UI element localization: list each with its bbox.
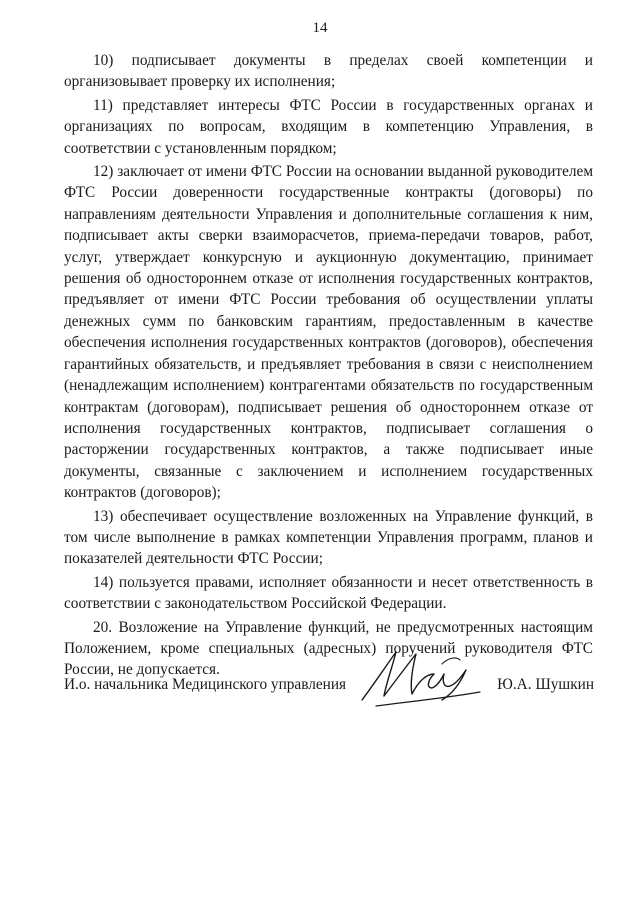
paragraph-item-10: 10) подписывает документы в пределах своей компетенции и организовывает проверку их исполнения; xyxy=(64,52,593,91)
paragraph-item-13: 13) обеспечивает осуществление возложенных на Управление функций, в том числе выполнение в рамках компетенции Управления программ, планов и показателей деятельности ФТС России; xyxy=(64,507,593,568)
handwritten-signature xyxy=(356,644,486,710)
paragraph-item-14: 14) пользуется правами, исполняет обязанности и несет ответственность в соответствии с законодательством Российской Федерации. xyxy=(64,573,593,613)
paragraph-section-20: 20. Возложение на Управление функций, не предусмотренных настоящим Положением, кроме специальных (адресных) поручений руководителя ФТС России, не допускается. xyxy=(64,618,593,679)
signatory-title: И.о. начальника Медицинского управления xyxy=(64,676,347,693)
page-number: 14 xyxy=(312,20,328,36)
signatory-name: Ю.А. Шушкин xyxy=(497,676,594,693)
document-body xyxy=(64,50,593,683)
paragraph-item-12: 12) заключает от имени ФТС России на основании выданной руководителем ФТС России доверенности государственные контракты (договоры) по направлениям деятельности Управления и дополнительные соглашения к ним, подписывает акты сверки взаиморасчетов, приема-передачи товаров, работ, услуг, утверждает конкурсную и аукционную документацию, принимает решения об одностороннем отказе от исполнения государственных контрактов, предъявляет от имени ФТС России требования об осуществлении уплаты денежных сумм по банковским гарантиям, предоставленным в качестве обеспечения исполнения государственных контрактов (договоров), обеспечения гарантийных обязательств, и предъявляет требования в связи с неисполнением (ненадлежащим исполнением) контрагентами обязательств по государственным контрактам (договорам), подписывает решения об одностороннем отказе от исполнения государственных контрактов, подписывает соглашения о расторжении государственных контрактов, а также подписывает иные документы, связанные с заключением и исполнением государственных контрактов (договоров); xyxy=(64,163,593,502)
paragraph-item-11: 11) представляет интересы ФТС России в государственных органах и организациях по вопросам, входящим в компетенцию Управления, в соответствии с установленным порядком; xyxy=(64,96,593,157)
signature-block xyxy=(64,650,594,710)
